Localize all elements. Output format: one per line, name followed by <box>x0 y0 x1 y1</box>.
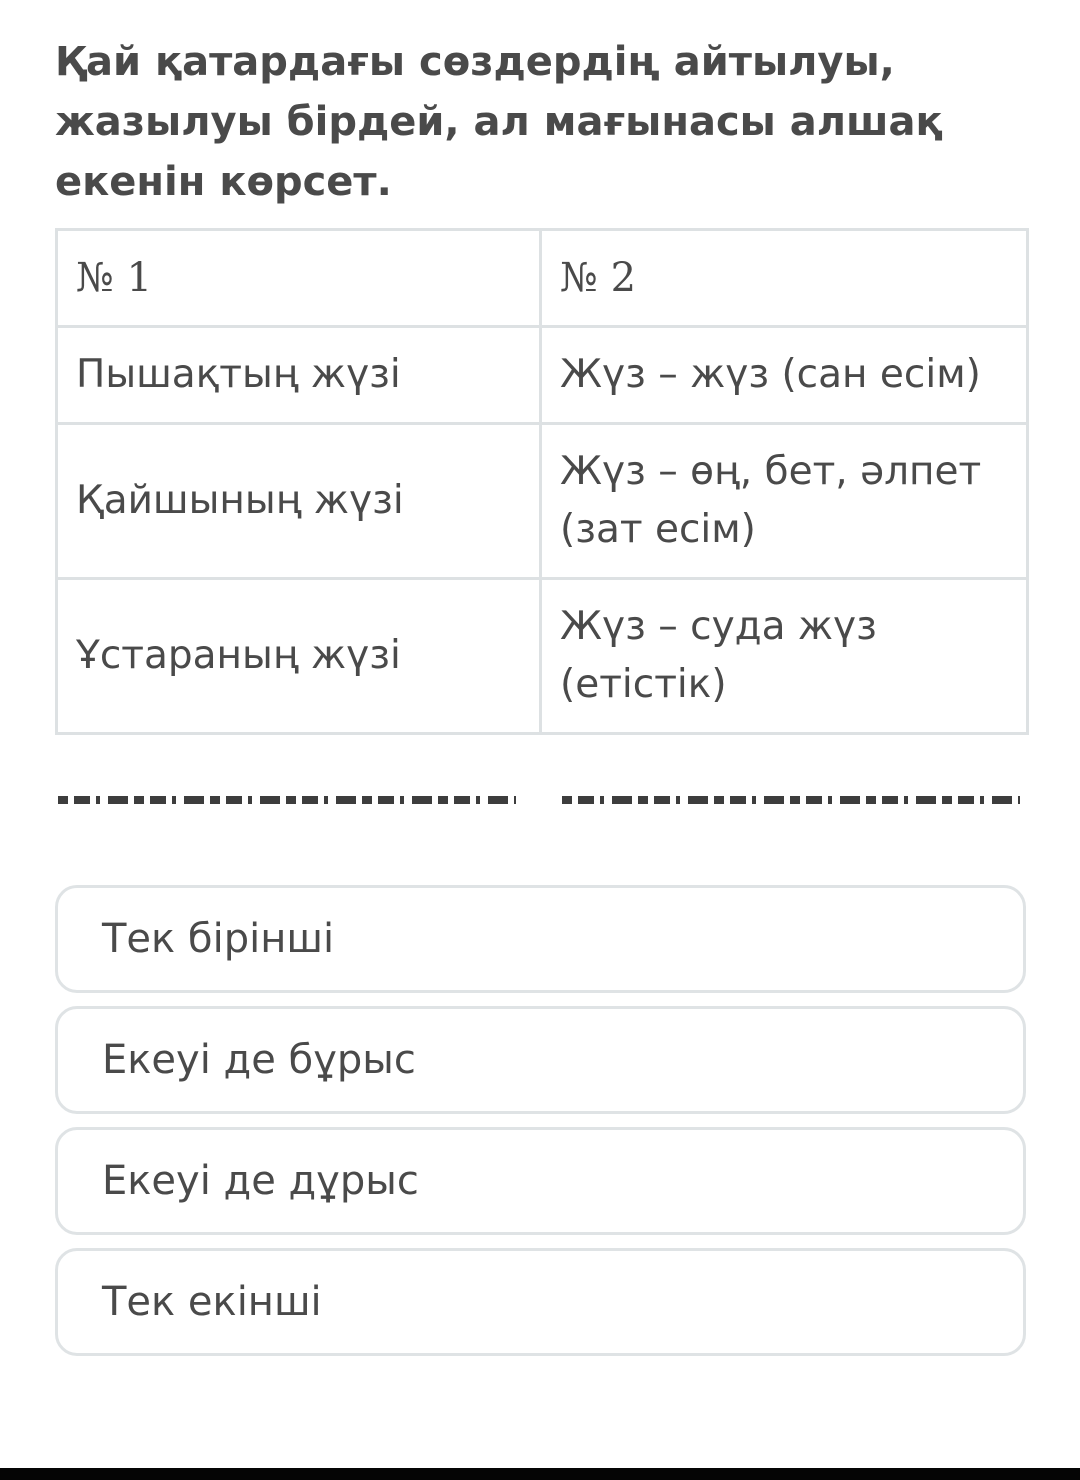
answer-option-label: Тек екінші <box>102 1279 322 1325</box>
answer-option-label: Тек бірінші <box>102 916 335 962</box>
divider-segment <box>562 796 1020 804</box>
answer-option-both-correct[interactable] <box>55 1127 1026 1235</box>
table-cell: Пышақтың жүзі <box>57 327 541 424</box>
table-header-1: № 1 <box>57 230 541 327</box>
table-cell: Жүз – өң, бет, әлпет (зат есім) <box>541 424 1028 579</box>
answer-option-label: Екеуі де дұрыс <box>102 1158 419 1204</box>
table-header-row <box>57 230 1028 327</box>
table-row <box>57 579 1028 734</box>
answer-divider <box>58 796 1020 804</box>
table-row <box>57 327 1028 424</box>
answer-option-only-second[interactable] <box>55 1248 1026 1356</box>
answer-option-both-wrong[interactable] <box>55 1006 1026 1114</box>
table-cell: Қайшының жүзі <box>57 424 541 579</box>
answer-options <box>55 885 1026 1369</box>
table-cell: Жүз – суда жүз (етістік) <box>541 579 1028 734</box>
table-cell: Ұстараның жүзі <box>57 579 541 734</box>
bottom-bar <box>0 1468 1080 1480</box>
comparison-table <box>55 228 1029 735</box>
table-cell: Жүз – жүз (сан есім) <box>541 327 1028 424</box>
divider-segment <box>58 796 516 804</box>
answer-option-only-first[interactable] <box>55 885 1026 993</box>
answer-option-label: Екеуі де бұрыс <box>102 1037 416 1083</box>
table-row <box>57 424 1028 579</box>
table-header-2: № 2 <box>541 230 1028 327</box>
question-text: Қай қатардағы сөздердің айтылуы, жазылуы бірдей, ал мағынасы алшақ екенін көрсет. <box>55 39 943 205</box>
